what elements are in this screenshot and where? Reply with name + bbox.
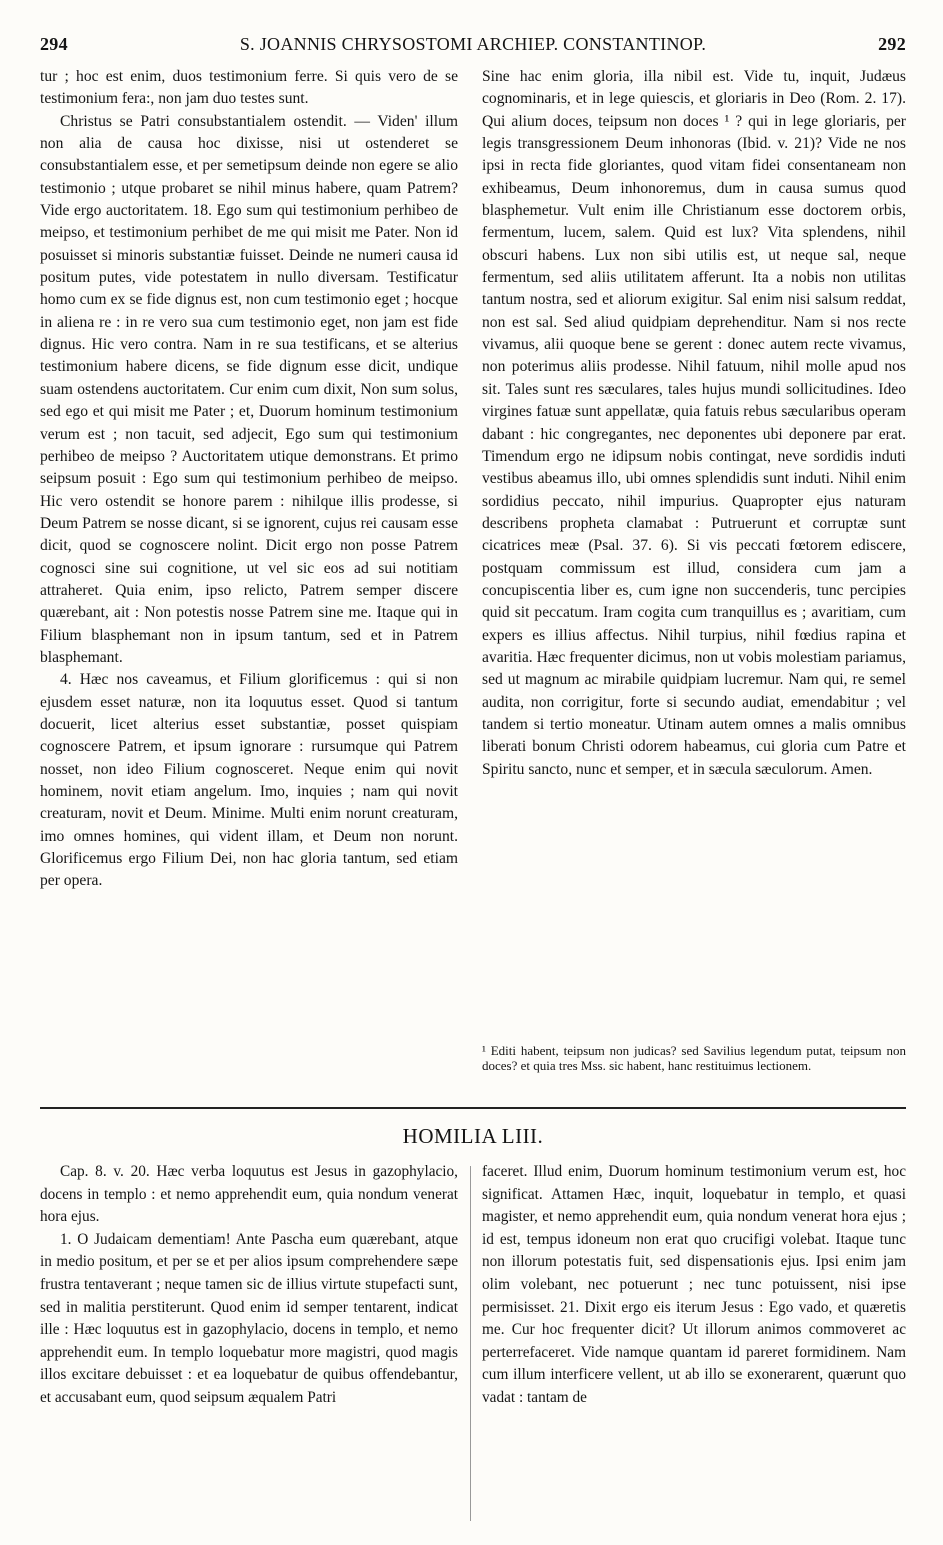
running-header <box>40 34 906 64</box>
right-column <box>482 66 906 781</box>
page-number-right: 292 <box>878 34 906 54</box>
chapter-heading: Cap. 8. v. 20. Hæc verba loquutus est Jesus in gazophylacio, docens in templo : et nemo apprehendit eum, quia nondum venerat hora ejus. <box>40 1163 458 1226</box>
footnote: ¹ Editi habent, teipsum non judicas? sed Savilius legendum putat, teipsum non doces? et quia tres Mss. sic habent, hanc restituimus lectionem. <box>482 1043 906 1073</box>
paragraph: 1. O Judaicam dementiam! Ante Pascha eum quærebant, atque in medio positum, et per se et per alios ipsum comprehendere sæpe frustra tentaverant ; neque tamen sic de illius virtute stupefacti sunt, sed in malitia perstiterunt. Quod enim id semper tentarent, indicat ille : Hæc loquutus est in gazophylacio, docens in templo, et nemo apprehendit eum. In templo loquebatur more magistri, quod magis illos excitare debuisset : et ea loquebatur de quibus offendebantur, et accusabant eum, quod seipsum æqualem Patri <box>40 1230 458 1406</box>
section-rule <box>40 1107 906 1109</box>
bottom-right-column <box>482 1161 906 1410</box>
left-column <box>40 66 458 893</box>
homily-title: HOMILIA LIII. <box>402 1124 544 1148</box>
paragraph: faceret. Illud enim, Duorum hominum testimonium verum est, hoc significat. Attamen Hæc, inquit, loquebatur in templo, et quasi magister, et nemo apprehendit eum, quia nondum venerat hora ejus ; id est, tempus idoneum non erat quo crucifigi volebat. Itaque tunc non illorum potestatis fuit, sed dispensationis ejus. Ipsi enim jam olim volebant, nec potuerunt ; nec tunc potuissent, nisi ipse permisisset. 21. Dixit ergo eis iterum Jesus : Ego vado, et quæretis me. Cur hoc frequenter dicit? Ut illorum animos commoveret ac perterrefaceret. Vide namque quantam id pareret formidinem. Nam cum illum interficere vellent, ut ab illo se exonerarent, quærunt quo vadat : tantam de <box>482 1163 906 1406</box>
paragraph: tur ; hoc est enim, duos testimonium ferre. Si quis vero de se testimonium fera:, non jam duo testes sunt. <box>40 68 458 108</box>
bottom-left-column <box>40 1161 458 1410</box>
paragraph: Sine hac enim gloria, illa nibil est. Vide tu, inquit, Judæus cognominaris, et in lege quiescis, et gloriaris in Deo (Rom. 2. 17). Qui alium doces, teipsum non doces ¹ ? qui in lege gloriaris, per legis transgressionem Deum inhonoras (Ibid. v. 21)? Vide ne nos ipsi in recta fide gloriantes, quod vitam fidei consentaneam non exhibeamus, Deum inhonoremus, dum in causa sumus quod blasphemetur. Vult enim ille Christianum esse doctorem orbis, fermentum, lucem, salem. Quid est lux? Vita splendens, nihil obscuri habens. Lux non sibi utilis est, ut neque sal, neque fermentum, sed aliis utilitatem afferunt. Ita a nobis non utilitas tantum nostra, sed et aliorum exigitur. Sal enim nisi salsum reddat, non est sal. Sed aliud quidpiam deprehenditur. Nam si nos recte vivamus, alii quoque bene se gerent : donec autem recte vivamus, non poterimus aliis prodesse. Nihil fatuum, nihil molle apud nos sit. Tales sunt res sæculares, tales hujus mundi sollicitudines. Ideo virgines fatuæ sunt appellatæ, quia fatuis rebus sæcularibus operam dabant : hic congregantes, nec deponentes ubi deponere par erat. Timendum ergo ne idipsum nobis contingat, neve sordidis induti vestibus abeamus illo, ubi omnes splendidis sunt induti. Nihil enim sordidius peccato, nihil impurius. Quapropter ejus naturam describens propheta clamabat : Putruerunt et corruptæ sunt cicatrices meæ (Psal. 37. 6). Si vis peccati fœtorem ediscere, postquam commissum est illud, considera cum jam a concupiscentia liber es, cum igne non succenderis, tunc percipies quid sit peccatum. Iram cogita cum tranquillus es ; avaritiam, cum expers es illius affectus. Nihil turpius, nihil fœdius rapina et avaritia. Hæc frequenter dicimus, non ut vobis molestiam pariamus, sed ut magnum ac mirabile quidpiam lucremur. Nam qui, re semel audita, non corrigitur, forte si secundo audiat, emendabitur ; vel tandem si tertio moneatur. Utinam autem omnes a malis omnibus liberati bonum Christi odorem habeamus, cui gloria cum Patre et Spiritu sancto, nunc et semper, et in sæcula sæculorum. Amen. <box>482 68 906 778</box>
column-divider <box>470 1166 471 1521</box>
page-number-left: 294 <box>40 34 68 54</box>
running-title: S. JOANNIS CHRYSOSTOMI ARCHIEP. CONSTANTINOP. <box>239 34 707 54</box>
paragraph: 4. Hæc nos caveamus, et Filium glorificemus : qui si non ejusdem esset naturæ, non ita loquutus esset. Quod si tantum docuerit, licet alterius esset substantiæ, posset quispiam cognoscere Patrem, et ipsum ignorare : rursumque qui Patrem nosset, non ideo Filium cognosceret. Neque enim qui novit hominem, novit etiam angelum. Imo, inquies ; nam qui novit creaturam, novit et Deum. Minime. Multi enim norunt creaturam, imo omnes homines, qui vident illam, et Deum non norunt. Glorificemus ergo Filium Dei, non hac gloria tantum, sed etiam per opera. <box>40 671 458 890</box>
paragraph: Christus se Patri consubstantialem ostendit. — Viden' illum non alia de causa hoc dixisse, nisi ut ostenderet se consubstantialem esse, et per semetipsum deinde non egere se alio testimonio ; utque probaret se nihil minus habere, quam Patrem? Vide ergo auctoritatem. 18. Ego sum qui testimonium perhibeo de meipso, et testimonium perhibet de me qui misit me Pater. Non id posuisset si minoris substantiæ fuisset. Deinde ne numeri causa id positum putes, vide potestatem in nullo diversam. Testificatur homo cum ex se fide dignus est, non cum testimonio eget ; hocque in aliena re : in re vero sua cum testimonio eget, non jam est fide dignus. Hic vero contra. Nam in re sua testificans, et se alterius testimonium habere dicens, se fide dignum esse dicit, undique suam ostendens auctoritatem. Cur enim cum dixit, Non sum solus, sed ego et qui misit me Pater ; et, Duorum hominum testimonium verum est ; non tacuit, sed adjecit, Ego sum qui testimonium perhibeo de meipso ? Auctoritatem utique demonstrans. Et primo seipsum posuit : Ego sum qui testimonium perhibeo de meipso. Hic vero ostendit se honore parem : nihilque illis prodesse, si Deum Patrem se nosse dicant, si se ignorent, cujus rei causam esse dicit, quod se cognoscere nolint. Dicit ergo non posse Patrem cognosci sine sui cognitione, ut vel sic eos ad sui notitiam attraheret. Quia enim, ipso relicto, Patrem semper discere quærebant, ait : Non potestis nosse Patrem sine me. Itaque qui in Filium blasphemant non in ipsum tantum, sed et in Patrem blasphemant. <box>40 112 458 666</box>
